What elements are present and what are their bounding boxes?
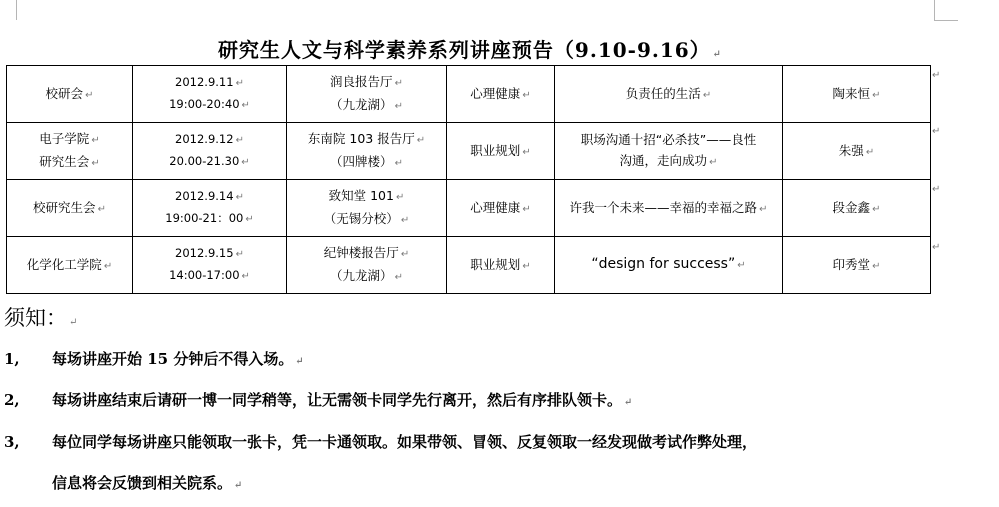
topic-cell: 负责任的生活 ↵: [555, 66, 783, 123]
datetime-cell: 2012.9.14 ↵ 19:00-21：00 ↵: [133, 180, 287, 237]
venue-cell: 纪钟楼报告厅 ↵ （九龙湖） ↵: [287, 237, 447, 294]
venue-cell: 润良报告厅 ↵ （九龙湖） ↵: [287, 66, 447, 123]
organizer-cell: 校研会 ↵: [7, 66, 133, 123]
category-cell: 心理健康 ↵: [447, 180, 555, 237]
notice-number: 1,: [4, 350, 20, 368]
venue-cell: 致知堂 101 ↵ （无锡分校） ↵: [287, 180, 447, 237]
notice-text: 每场讲座结束后请研一博一同学稍等，让无需领卡同学先行离开，然后有序排队领卡。: [52, 391, 623, 409]
notice-number: 2,: [4, 391, 20, 409]
speaker-cell: 印秀堂 ↵: [783, 237, 931, 294]
page-corner-mark-right-h: [934, 20, 958, 21]
notice-number: 3,: [4, 433, 20, 451]
venue-cell: 东南院 103 报告厅 ↵ （四牌楼） ↵: [287, 123, 447, 180]
datetime-cell: 2012.9.12 ↵ 20.00-21.30 ↵: [133, 123, 287, 180]
page-corner-mark-left: [16, 0, 17, 20]
lecture-schedule-table: [6, 65, 931, 294]
category-cell: 心理健康 ↵: [447, 66, 555, 123]
paragraph-mark: ↵: [712, 49, 723, 60]
notice-item: [4, 431, 757, 452]
document-title: 研究生人文与科学素养系列讲座预告（9.10-9.16） ↵: [217, 38, 723, 62]
speaker-cell: 段金鑫 ↵: [783, 180, 931, 237]
row-end-mark: ↵: [932, 184, 941, 195]
row-end-mark: ↵: [932, 70, 941, 81]
notice-text: 每场讲座开始 15 分钟后不得入场。: [52, 350, 294, 368]
notice-item: 2, 每场讲座结束后请研一博一同学稍等，让无需领卡同学先行离开，然后有序排队领卡。 ↵: [4, 391, 633, 409]
notice-item: 1, 每场讲座开始 15 分钟后不得入场。 ↵: [4, 350, 304, 368]
table-row: [7, 66, 931, 123]
row-end-mark: ↵: [932, 126, 941, 137]
topic-cell: 许我一个未来——幸福的幸福之路 ↵: [555, 180, 783, 237]
row-end-mark: ↵: [932, 242, 941, 253]
notice-text: 信息将会反馈到相关院系。: [52, 474, 233, 492]
table-row: [7, 123, 931, 180]
category-cell: 职业规划 ↵: [447, 123, 555, 180]
category-cell: 职业规划 ↵: [447, 237, 555, 294]
datetime-cell: 2012.9.11 ↵ 19:00-20:40 ↵: [133, 66, 287, 123]
topic-cell: 职场沟通十招“必杀技”——良性 沟通，走向成功 ↵: [555, 123, 783, 180]
datetime-cell: 2012.9.15 ↵ 14:00-17:00 ↵: [133, 237, 287, 294]
speaker-cell: 朱强 ↵: [783, 123, 931, 180]
notice-continuation: 信息将会反馈到相关院系。 ↵: [52, 474, 243, 492]
table-row: [7, 180, 931, 237]
organizer-cell: 电子学院 ↵ 研究生会 ↵: [7, 123, 133, 180]
page-corner-mark-right: [934, 0, 935, 20]
table-row: [7, 237, 931, 294]
organizer-cell: 校研究生会 ↵: [7, 180, 133, 237]
notice-text: 每位同学每场讲座只能领取一张卡，凭一卡通领取。如果带领、冒领、反复领取一经发现做考试作弊处理，: [52, 433, 758, 451]
topic-cell: “design for success” ↵: [555, 237, 783, 294]
speaker-cell: 陶来恒 ↵: [783, 66, 931, 123]
notice-heading: 须知： ↵: [4, 306, 78, 330]
organizer-cell: 化学化工学院 ↵: [7, 237, 133, 294]
